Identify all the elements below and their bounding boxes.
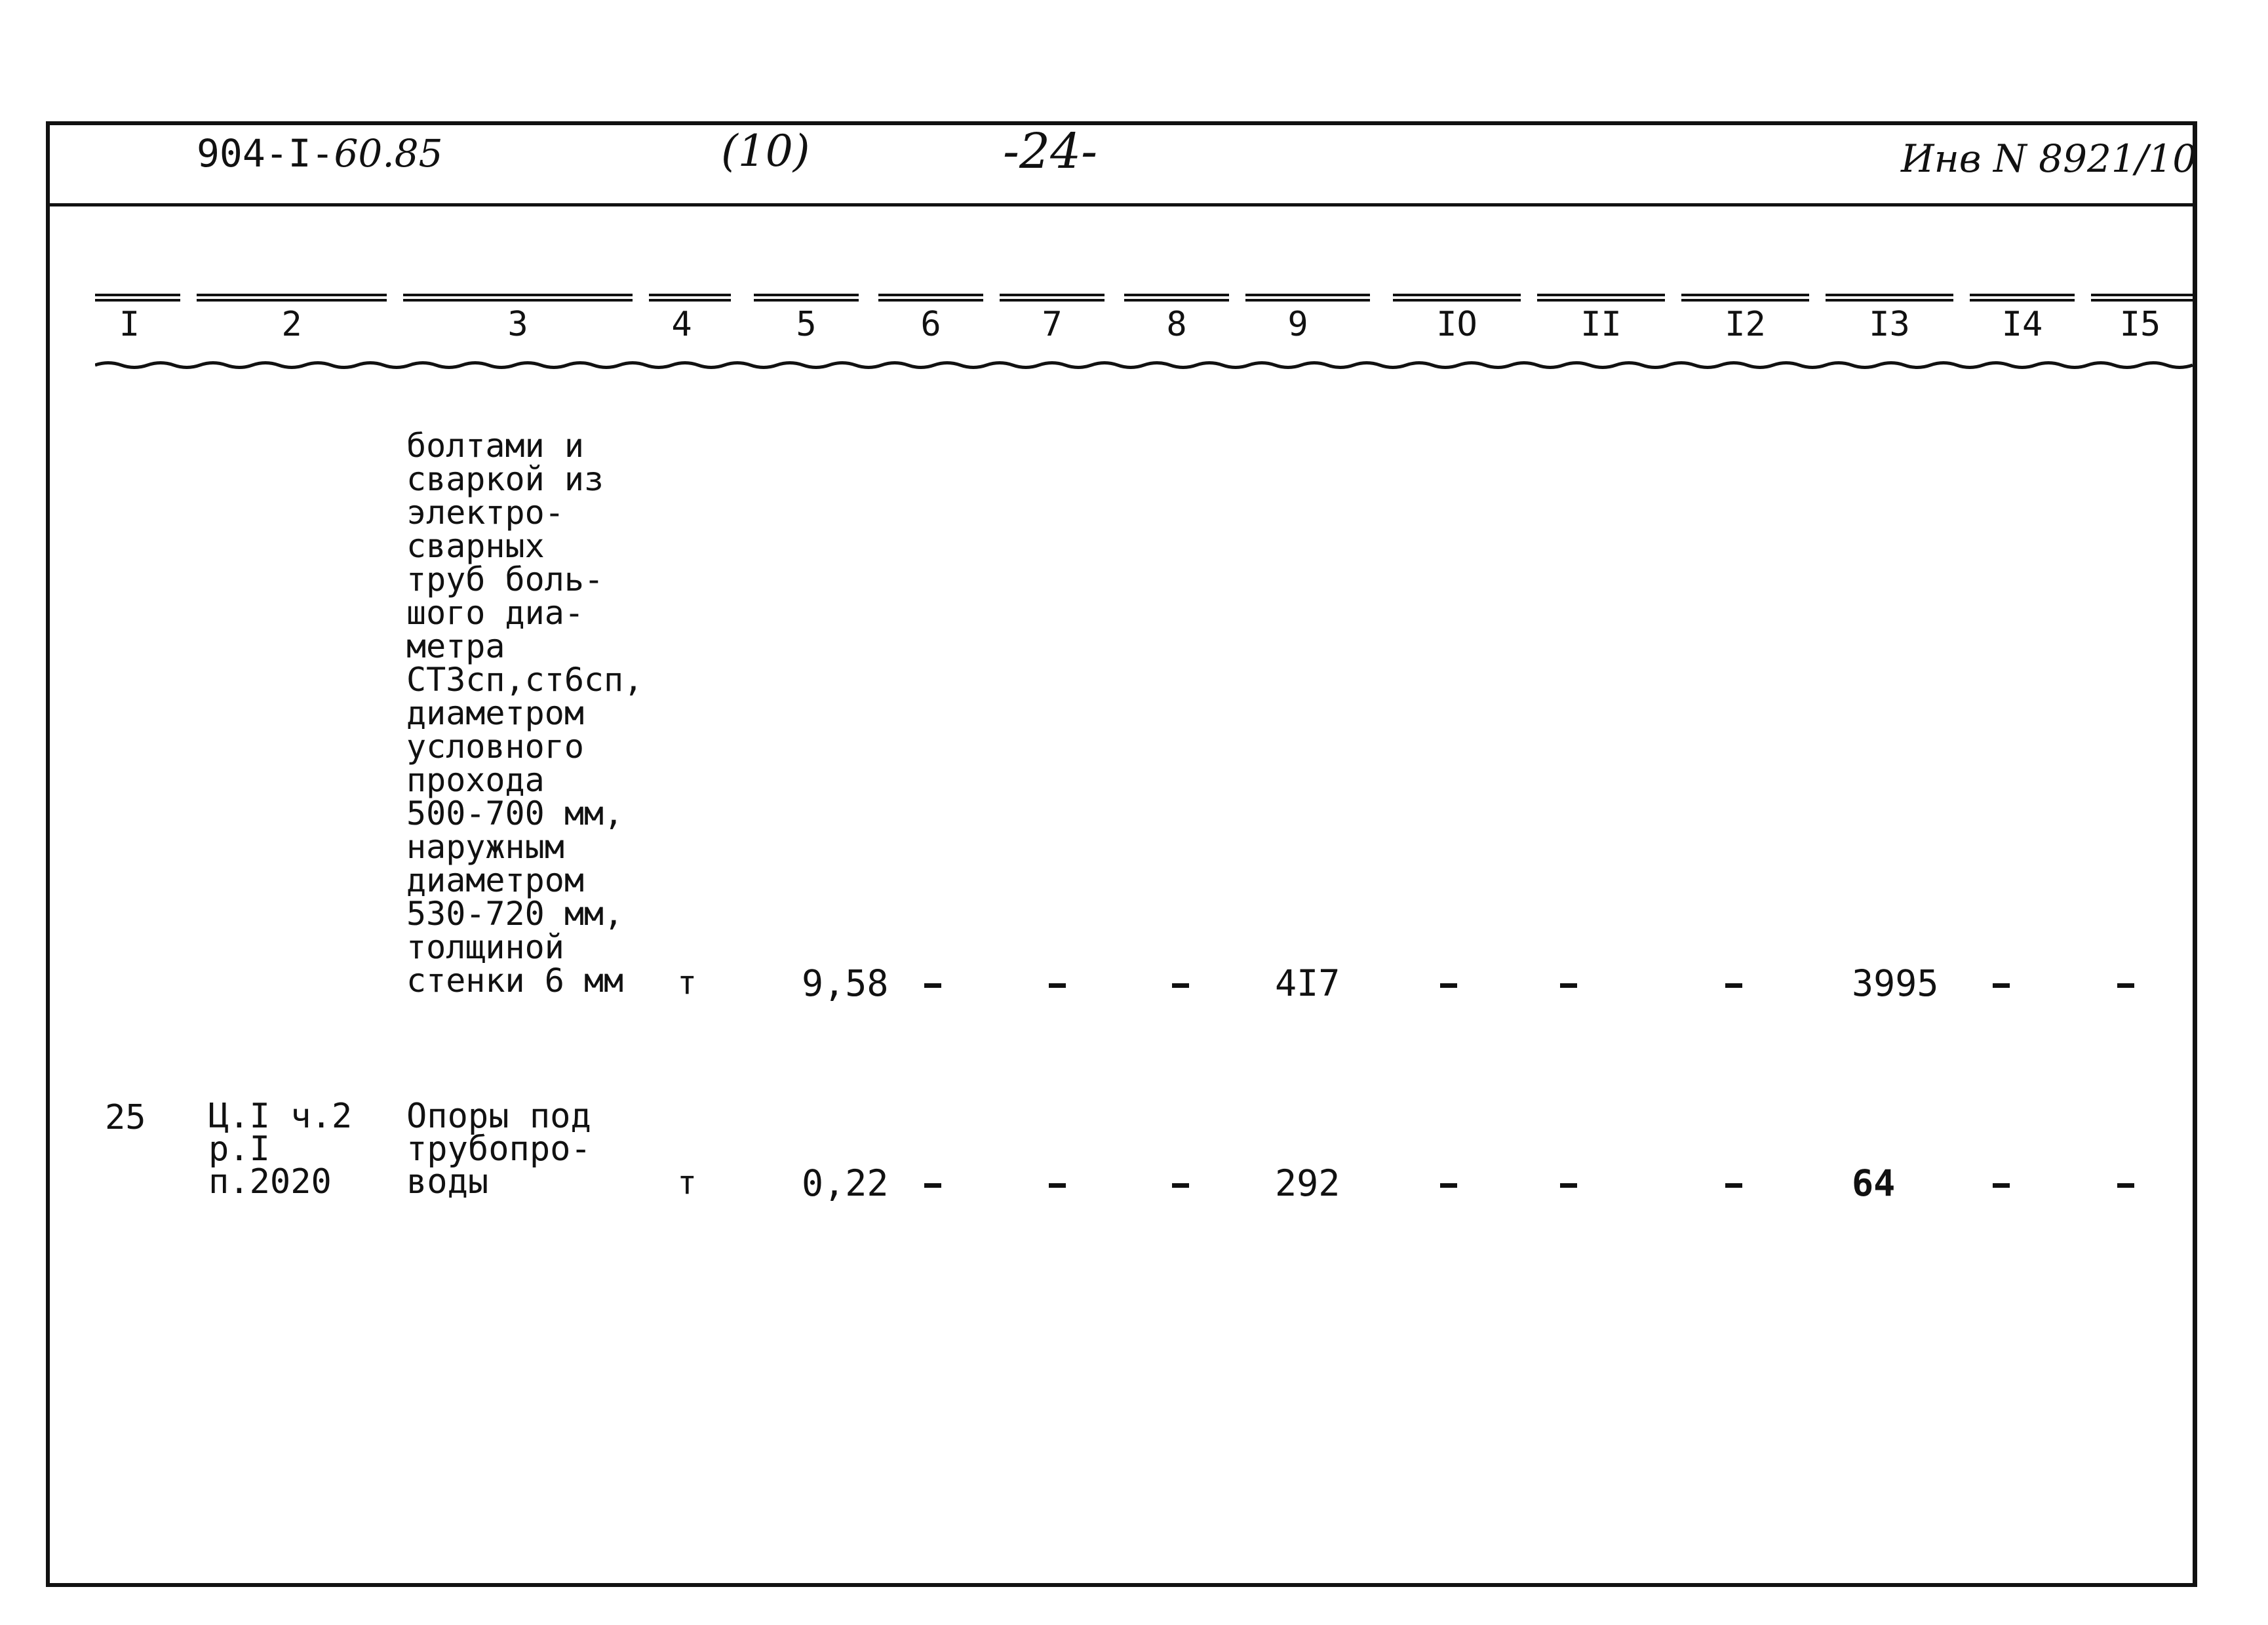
column-rule [1124, 294, 1229, 302]
column-rule [1826, 294, 1953, 302]
column-number: I3 [1869, 305, 1910, 344]
column-number: 9 [1287, 305, 1308, 344]
column-number: 4 [671, 305, 692, 344]
row-1-col6-dash [924, 983, 941, 988]
row-2-col11-dash [1560, 1183, 1577, 1188]
document-code-printed: 904-I- [197, 131, 334, 176]
row-1-col9: 4I7 [1275, 962, 1340, 1004]
column-number: 8 [1166, 305, 1187, 344]
row-1-name: болтами и сваркой из электро- сварных труб боль- шого диа- метра СТ3сп,ст6сп, диаметром условного прохода 500-700 мм, наружным диаметром 530-720 мм, толщиной стенки 6 мм [406, 427, 644, 1000]
row-2-col9: 292 [1275, 1162, 1340, 1204]
row-2-unit: т [677, 1164, 697, 1202]
row-2-col14-dash [1993, 1183, 2010, 1188]
column-number: 2 [281, 305, 302, 344]
row-2-col7-dash [1049, 1183, 1066, 1188]
column-rule [197, 294, 387, 302]
inventory-number: Инв N 8921/10 [1901, 136, 2197, 181]
column-number: 5 [796, 305, 817, 344]
row-1-unit: т [677, 964, 697, 1002]
row-1-col5: 9,58 [802, 962, 889, 1004]
column-rule [1537, 294, 1665, 302]
column-rule [403, 294, 633, 302]
row-1-col10-dash [1440, 983, 1457, 988]
page-number: -24- [1003, 123, 1098, 180]
column-number: 6 [920, 305, 941, 344]
column-rule [649, 294, 731, 302]
row-1-col11-dash [1560, 983, 1577, 988]
column-number: 7 [1042, 305, 1063, 344]
row-1-col13: 3995 [1852, 962, 1939, 1004]
row-2-reference: Ц.I ч.2 р.I п.2020 [208, 1097, 353, 1202]
column-rule [1245, 294, 1370, 302]
column-rule [2091, 294, 2197, 302]
header-wavy-rule [95, 359, 2200, 371]
row-2-col5: 0,22 [802, 1162, 889, 1204]
sheet-number: (10) [721, 126, 810, 176]
column-rule [1970, 294, 2075, 302]
column-rule [1681, 294, 1809, 302]
column-rule [878, 294, 983, 302]
column-rule [95, 294, 180, 302]
document-code-handwritten: 60.85 [334, 131, 443, 176]
column-number: 3 [507, 305, 528, 344]
row-2-col8-dash [1172, 1183, 1189, 1188]
row-1-col8-dash [1172, 983, 1189, 988]
row-2-name: Опоры под трубопро- воды [406, 1097, 591, 1202]
column-number: I2 [1725, 305, 1766, 344]
row-2-number: 25 [105, 1098, 146, 1137]
column-number: I4 [2001, 305, 2043, 344]
row-1-col7-dash [1049, 983, 1066, 988]
document-code [197, 131, 443, 176]
column-number: I [119, 305, 140, 344]
row-2-col13: 64 [1852, 1162, 1896, 1204]
row-1-col12-dash [1725, 983, 1742, 988]
column-number: I5 [2119, 305, 2161, 344]
column-number: IO [1436, 305, 1477, 344]
column-number: II [1580, 305, 1622, 344]
row-1-col15-dash [2117, 983, 2134, 988]
column-rule [1393, 294, 1521, 302]
header-rule [46, 203, 2197, 206]
column-rule [1000, 294, 1105, 302]
row-2-col10-dash [1440, 1183, 1457, 1188]
row-2-col12-dash [1725, 1183, 1742, 1188]
column-rule [754, 294, 859, 302]
row-2-col15-dash [2117, 1183, 2134, 1188]
row-2-col6-dash [924, 1183, 941, 1188]
row-1-col14-dash [1993, 983, 2010, 988]
